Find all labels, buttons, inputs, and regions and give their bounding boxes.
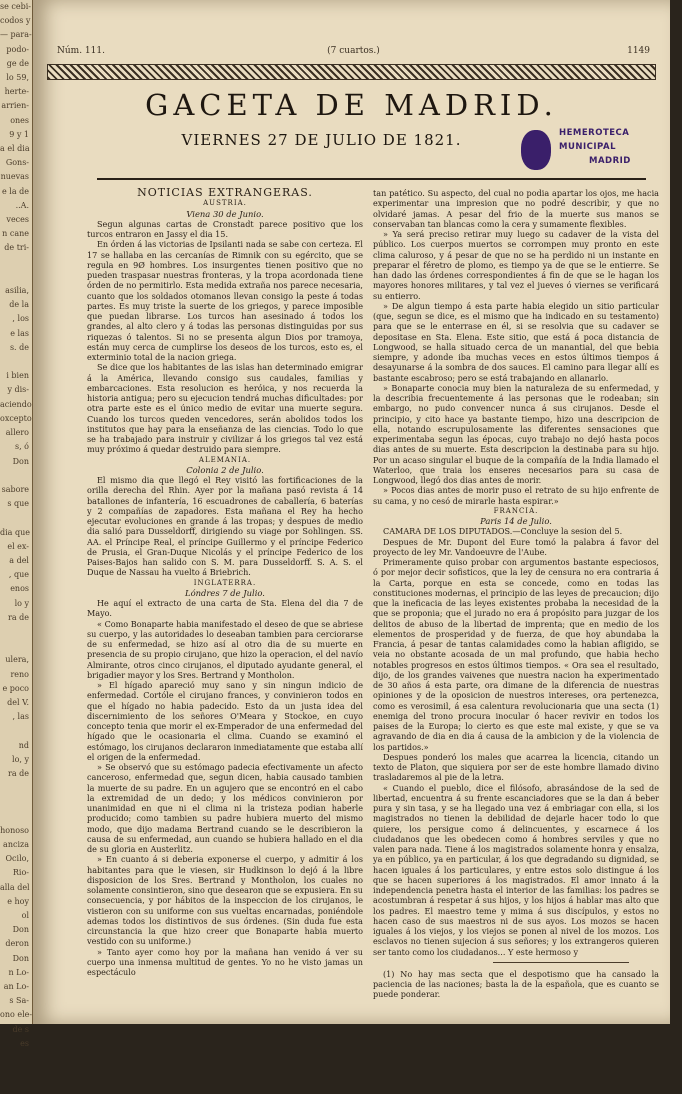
prev-page-line: enos [10,584,29,594]
prev-page-line [0,781,32,795]
prev-page-line: anciza [3,839,29,849]
stamp-line-1: HEMEROTECA [559,128,630,138]
section-heading: NOTICIAS EXTRANGERAS. [137,186,313,199]
dateline-austria: Viena 30 de Junio. [186,208,264,219]
newspaper-page [33,0,670,1024]
prev-page-line [0,355,32,369]
prev-page-line: podo- [6,44,29,54]
country-heading-alemania: ALEMANIA. [198,455,252,464]
paragraph: » Tanto ayer como hoy por la mañana han venido á ver su cuerpo una inmensa multitud de gentes. Yo no he visto jamas un espectáculo [87,946,363,977]
prev-page-line: de tri- [4,243,29,253]
paragraph: « Cuando el pueblo, dice el filósofo, abrasándose de la sed de libertad, encuentra á su frente escanciadores que se la dan á beber pura y sin tasa, y se ha llegado una vez á embriagar con ella, si los magistrados no tienen la debilidad de dejarle hacer todo lo que quiere, los persigue como á delincuentes, y escarnece á los ciudadanos que les obedecen como á hombres serviles y que no valen para nada. Tiene á los magistrados solamente honra y ensalza, ya en público, ya en particular, á los que degradando su dignidad, se hacen iguales á los particulares, y entre estos solo distingue á los que se hacen superiores á los magistrados. El amor innato á la independencia penetra hasta el interior de las familias: los padres se acostumbran á respetar á sus hijos, y los hijos á hablar mas alto que los padres. El maestro teme y mima á sus discípulos, y estos no hacen caso de sus maestros ni de sus ayos. Los mozos se hacen iguales á los viejos, y los viejos se ponen al nivel de los mozos. Los esclavos no tienen sujecion á sus señores; y los extrangeros quieren ser tanto como los ciudadanos... Y este hermoso y [373,782,659,957]
prev-page-line: de la [9,300,29,310]
paragraph: » Bonaparte conocia muy bien la naturaleza de su enfermedad, y la describia frecuentemente á las personas que le rodeaban; sin embargo, no pudo convencer nunca á sus cirujanos. Desde el principio, y cito hace ya bastante tiempo, hizo una descripcion de ella, notando escrupulosamente las diferentes sensaciones que experimentaba segun las épocas, cuyo trabajo no dejó hasta pocos dias antes de su muerte. Esta descripcion la destinaba para su hijo. Por un acaso singular el buque de la compañía de la India llamado el Waterloo, que traia los enseres necesarios para su casa de Longwood, llegó dos dias antes de morir. [373,382,659,485]
title-rule [97,178,646,180]
paragraph: Segun algunas cartas de Cronstadt parece positivo que los turcos entraron en Jassy el dia 15. [87,218,363,239]
paragraph: He aquí el extracto de una carta de Sta. Elena del dia 7 de Mayo. [87,598,363,619]
paragraph: Despues ponderó los males que acarrea la licencia, citando un texto de Platon, que siquiera por ser de este hombre llamado divino trasladaremos al pie de la letra. [373,751,659,783]
paragraph: » Ya será preciso retirar muy luego su cadaver de la vista del público. Los cuerpos muertos se corrompen muy pronto en este clima caluroso, y á pesar de que no se ha perdido ni un instante en preparar el féretro de plomo, es tiempo ya de que se le entierre. Se han dado las órdenes correspondientes á fin de que se le hagan los mayores honores militares, y tal vez el jueves ó viernes se verificará su entierro. [373,229,659,301]
stamp-line-3: MADRID [589,156,631,166]
prev-page-line: ge de [6,58,29,68]
prev-page-line [0,1079,32,1093]
prev-page-line: n cane [2,229,29,239]
prev-page-line: e las [10,328,29,338]
paragraph: » En cuanto á si deberia exponerse el cuerpo, y admitir á los habitantes para que le viesen, sir Hudkinson lo dejó á la libre disposicion de los Sres. Bertrand y Montholon, los cuales no solamente consintieron, sino que desearon que se expusiera. En su consecuencia, y por hábitos de la inspeccion de los cirujanos, le vistieron con su uniforme con sus vueltas encarnadas, poniéndole ademas todos los distintivos de sus órdenes. (Sin duda fue esta circunstancia la que hizo creer que Bonaparte habia muerto vestido con su uniforme.) [87,854,363,947]
prev-page-line: s que [7,499,29,509]
prev-page-line: Gons- [5,158,29,168]
prev-page-line: oxcepto [0,413,32,423]
price: (7 cuartos.) [327,46,380,56]
prev-page-line: ra de [8,768,29,778]
prev-page-line: a del [9,555,29,565]
footnote-rule [493,962,629,963]
ornamental-band [47,64,656,80]
paragraph: » De algun tiempo á esta parte habia elegido un sitio particular (que, segun se dice, es el mismo que ha indicado en su testamento) para que se le enterrase en él, si se resolvia que su cadaver se depositase en Sta. Elena. Este sitio, que está á poca distancia de Longwood, se halla situado cerca de un manantial, del que bebia siempre, y adonde iba muchas veces en estos últimos tiempos á desayunarse á la sombra de dos sauces. El camino para llegar allí es bastante escabroso; pero se está trabajando en allanarlo. [373,300,659,383]
page-number: 1149 [627,46,650,56]
prev-page-line: sabore [1,484,29,494]
prev-page-line [0,1065,32,1079]
prev-page-line [0,256,32,270]
prev-page-line: i bien [6,371,29,381]
prev-page-line: , que [8,570,29,580]
prev-page-line: ol [21,911,29,920]
prev-page-line: ra de [8,612,29,622]
prev-page-line: del V. [7,697,29,707]
paragraph: » Se observó que su estómago padecia efectivamente un afecto canceroso, enfermedad que, segun dicen, habia causado tambien la muerte de su padre. En un agujero que se encontró en el cabo la extremidad de un dedo; y los médicos convinieron por unanimidad en que ni el clima ni la tristeza podian haberle producido; como tambien su padre hubiera muerto del mismo modo, que dijo madama Bertrand cuando se le describieron la causa de su enfermedad, aun cuando se hubiera hallado en el dia de su gloria en Austerlitz. [87,762,363,854]
paragraph: CAMARA DE LOS DIPUTADOS.—Concluye la sesion del 5. [383,526,623,537]
prev-page-line: herte- [4,87,29,97]
prev-page-line: es [20,1038,29,1048]
prev-page-line: s. de [9,342,29,352]
prev-page-line: e hoy [7,896,29,906]
prev-page-line: ulera, [5,655,29,665]
prev-page-line: Don [12,925,29,935]
prev-page-line: a el dia [0,144,30,154]
prev-page-line: s Sa- [9,996,29,1006]
issue-date: VIERNES 27 DE JULIO DE 1821. [181,131,462,149]
prev-page-line: Ocilo, [5,854,29,864]
prev-page-line: de s [12,1024,29,1034]
prev-page-line: Don [12,456,29,466]
prev-page-line [0,625,32,639]
paragraph: Se dice que los habitantes de las islas han determinado emigrar á la América, llevando consigo sus caudales, familias y embarcaciones. Esta resolucion es heróica, y nos recuerda la historia antigua; pero su ejecucion tendrá muchas dificultades: por otra parte este es el único medio de evitar una muerte segura. Cuando los turcos queden vencedores, serán abolidos todos los institutos que hay para la enseñanza de las ciencias. Todo lo que se ha trabajado para instruir y civilizar á los griegos tal vez está muy próximo á quedar destruido para siempre. [87,362,363,455]
country-heading-inglaterra: INGLATERRA. [193,578,257,587]
prev-page-line: s, ó [14,442,29,452]
prev-page-line: e la de [1,186,29,196]
dateline-alemania: Colonia 2 de Julio. [186,464,264,475]
prev-page-line: alla del [0,882,30,892]
prev-page-line: lo y [14,598,29,608]
prev-page-line: ones [10,115,29,125]
previous-page-edge [0,0,34,1048]
footnote: (1) No hay mas secta que el despotismo que ha cansado la paciencia de las naciones; basta la de la española, que es cuanto se puede ponderar. [373,968,659,1000]
prev-page-line: allero [5,428,29,438]
dateline-francia: Paris 14 de Julio. [480,516,552,526]
prev-page-line: aciendo [0,399,32,409]
prev-page-line: se cebi- [0,2,31,11]
prev-page-line: Don [12,953,29,963]
library-stamp [511,124,681,174]
prev-page-line: an Lo- [3,982,29,992]
prev-page-line: y dis- [7,385,29,395]
prev-page-line [0,469,32,483]
paragraph: El mismo dia que llegó el Rey visitó las fortificaciones de la orilla derecha del Rhin. Ayer por la mañana pasó revista á 14 batallones de infantería, 16 escuadrones de caballería, 6 baterías y 2 compañías de zapadores. Esta mañana el Rey ha hecho ejecutar evoluciones en grande á las tropas; y despues de medio dia salió para Dusseldorff, dirigiendo su viage por Sohlingen. SS. AA. el Príncipe Real, el príncipe Guillermo y el príncipe Federico de Prusia, el Gran-Duque Nicolás y el príncipe Federico de los Paises-Bajos han salido con S. M. para Dusseldorff. S. A. S. el Duque de Nassau ha vuelto á Briebrich. [87,475,363,578]
prev-page-line [0,1051,32,1065]
prev-page-line: lo 59, [6,73,29,83]
paragraph: » El hígado apareció muy sano y sin ningun indicio de enfermedad. Cortóle el cirujano frances, y convinieron todos en que el hígado no habia padecido. Esto da un justa idea del discernimiento de los señores O'Meara y Stockoe, en cuyo concepto tenia que morir el ex-Emperador de una enfermedad del hígado que le ocasionaria el clima. Cuando se examinó el estómago, los cirujanos declararon inmediatamente que estaba allí el origen de la enfermedad. [87,680,363,762]
prev-page-line: 9 y 1 [9,129,29,139]
prev-page-line: arrien- [1,101,29,111]
prev-page-line: lo, y [12,754,29,764]
country-heading-francia: FRANCIA. [493,506,539,515]
paragraph: tan patético. Su aspecto, del cual no podia apartar los ojos, me hacia experimentar una impresion que no podré describir, y que no olvidaré jamas. A pesar del frio de la muerte sus manos se conservaban tan blancas como la cera y sumamente flexibles. [373,188,659,229]
prev-page-line [0,795,32,809]
prev-page-line [0,511,32,525]
stamp-seal-icon [521,130,551,170]
prev-page-line: el ex- [7,541,29,551]
prev-page-line [0,270,32,284]
paragraph: Primeramente quiso probar con argumentos bastante especiosos, ó por mejor decir sofisticos, que la ley de censura no era contraria á la Carta, porque en esta se concede, como en todas las constituciones modernas, el principio de las leyes de precaucion; dijo que la ineficacia de las leyes existentes probaba la necesidad de la que se proponia; que el jurado no era á propósito para juzgar de los delitos de abuso de la libertad de imprenta; que en medio de los elementos de prosperidad y de fuerza, de que hoy abundaba la Francia, á pesar de tantas calamidades como la habian afligido, se veia no obstante acosada de un mal profundo, que habia hecho notables progresos en estos últimos tiempos. « Ora sea el resultado, dijo, de los grandes vaivenes que nuestra nacion ha experimentado de 30 años á esta parte, ora dimane de la diferencia de nuestras opiniones y de la oposicion de nuestros intereses, ora pertenezca, como es verosimil, á esa calentura revolucionaria que una secta (1) enemiga del trono procura inocular ó hacer revivir en todos los paises de la Europa; lo cierto es que este mal existe, y que se va agravando de dia en dia á causa de la ambicion y de la violencia de los partidos.» [373,557,659,752]
left-column [87,188,363,977]
prev-page-line: Rio- [12,868,29,878]
prev-page-line: nd [18,740,29,750]
country-heading-austria: AUSTRIA. [203,199,247,208]
prev-page-line: asilia, [5,286,29,296]
dateline-inglaterra: Lóndres 7 de Julio. [185,587,265,598]
prev-page-line: veces [6,215,29,225]
paragraph: En órden á las victorias de Ipsilanti nada se sabe con certeza. El 17 se hallaba en las cercanías de Rimnik con su egército, que se regula en 9Ø hombres. Los insurgentes tienen positivo que no pueden traspasar nuestras fronteras, y la tropa acordonada tiene órden de no permitirlo. Esta medida extraña nos parece necesaria, cuanto que los soldados otomanos llevan consigo la peste á todas partes. Es muy triste la suerte de los griegos, y parece imposible que puedan librarse. Los turcos han asesinado á todos los grandes, al alto clero y á todas las personas distinguidas por sus riquezas ó talentos. Si no se presenta algun Dios por tramoya, están muy cerca de cumplirse los deseos de los turcos, esto es, el exterminio total de la nacion griega. [87,239,363,362]
prev-page-line: deron [5,939,29,949]
prev-page-line [0,639,32,653]
prev-page-line: n Lo- [8,967,29,977]
newspaper-title: GACETA DE MADRID. [145,88,558,122]
prev-page-line: nuevas [0,172,29,182]
prev-page-line: codos y [0,16,31,26]
issue-number: Núm. 111. [57,46,105,56]
prev-page-line: ono ele- [0,1010,33,1020]
paragraph: Despues de Mr. Dupont del Eure tomó la palabra á favor del proyecto de ley Mr. Vandoeuvre de l'Aube. [373,536,659,557]
prev-page-line: — para- [0,30,32,40]
prev-page-line: honoso [0,825,29,835]
stamp-line-2: MUNICIPAL [559,142,616,152]
prev-page-line: reno [10,669,29,679]
prev-page-line [0,724,32,738]
right-column [373,188,659,1000]
prev-page-line: , los [12,314,29,324]
prev-page-line: e poco [2,683,29,693]
paragraph: » Pocos dias antes de morir puso el retrato de su hijo enfrente de su cama, y no cesó de mirarle hasta espirar.» [373,485,659,506]
prev-page-line [0,810,32,824]
prev-page-line: ..A. [15,200,29,210]
paragraph: « Como Bonaparte habia manifestado el deseo de que se abriese su cuerpo, y las autoridades lo deseaban tambien para cerciorarse de su enfermedad, se hizo así al otro dia de su muerte en presencia de su propio cirujano, que hizo la operacion, el del navío Almirante, otros cinco cirujanos, el diputado ayudante general, el brigadier mayor y los Sres. Bertrand y Montholon. [87,618,363,680]
prev-page-line: dia que [0,527,30,537]
prev-page-line: , las [12,712,29,722]
